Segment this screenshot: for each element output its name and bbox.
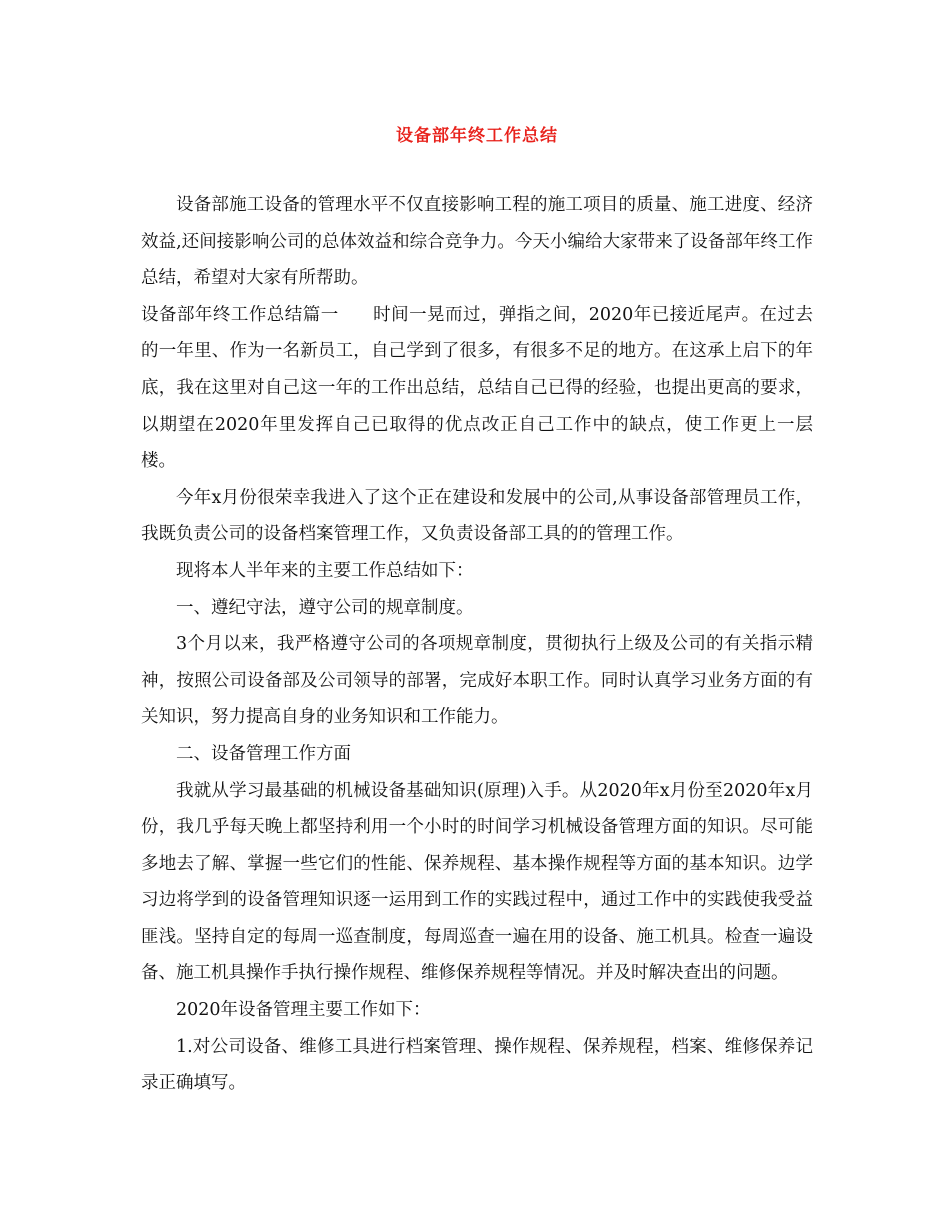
body-paragraph: 今年x月份很荣幸我进入了这个正在建设和发展中的公司,从事设备部管理员工作，我既负责公司的设备档案管理工作，又负责设备部工具的的管理工作。	[141, 487, 813, 545]
body-paragraph: 2020年设备管理主要工作如下：	[176, 1000, 431, 1021]
document-body	[141, 187, 813, 1102]
body-heading: 二、设备管理工作方面	[176, 743, 351, 764]
body-paragraph: 现将本人半年来的主要工作总结如下：	[176, 560, 474, 581]
body-paragraph: 我就从学习最基础的机械设备基础知识(原理)入手。从2020年x月份至2020年x月份，我几乎每天晚上都坚持利用一个小时的时间学习机械设备管理方面的知识。尽可能多地去了解、掌握一些它们的性能、保养规程、基本操作规程等方面的基本知识。边学习边将学到的设备管理知识逐一运用到工作的实践过程中，通过工作中的实践使我受益匪浅。坚持自定的每周一巡查制度，每周巡查一遍在用的设备、施工机具。检查一遍设备、施工机具操作手执行操作规程、维修保养规程等情况。并及时解决查出的问题。	[141, 780, 813, 984]
document-title: 设备部年终工作总结	[396, 126, 558, 146]
section-lead-text: 时间一晃而过，弹指之间，2020年已接近尾声。在过去的一年里、作为一名新员工，自己学到了很多，有很多不足的地方。在这承上启下的年底，我在这里对自己这一年的工作出总结，总结自己已得的经验，也提出更高的要求，以期望在2020年里发挥自己已取得的优点改正自己工作中的缺点，使工作更上一层楼。	[141, 304, 813, 472]
intro-paragraph: 设备部施工设备的管理水平不仅直接影响工程的施工项目的质量、施工进度、经济效益,还间接影响公司的总体效益和综合竞争力。今天小编给大家带来了设备部年终工作总结，希望对大家有所帮助。	[141, 195, 813, 289]
body-paragraph: 3个月以来，我严格遵守公司的各项规章制度，贯彻执行上级及公司的有关指示精神，按照公司设备部及公司领导的部署，完成好本职工作。同时认真学习业务方面的有关知识，努力提高自身的业务知识和工作能力。	[141, 634, 813, 728]
section-heading: 设备部年终工作总结篇一	[141, 304, 339, 325]
body-heading: 一、遵纪守法，遵守公司的规章制度。	[176, 597, 474, 618]
body-paragraph: 1.对公司设备、维修工具进行档案管理、操作规程、保养规程，档案、维修保养记录正确填写。	[141, 1036, 813, 1094]
section-paragraph	[141, 297, 813, 480]
